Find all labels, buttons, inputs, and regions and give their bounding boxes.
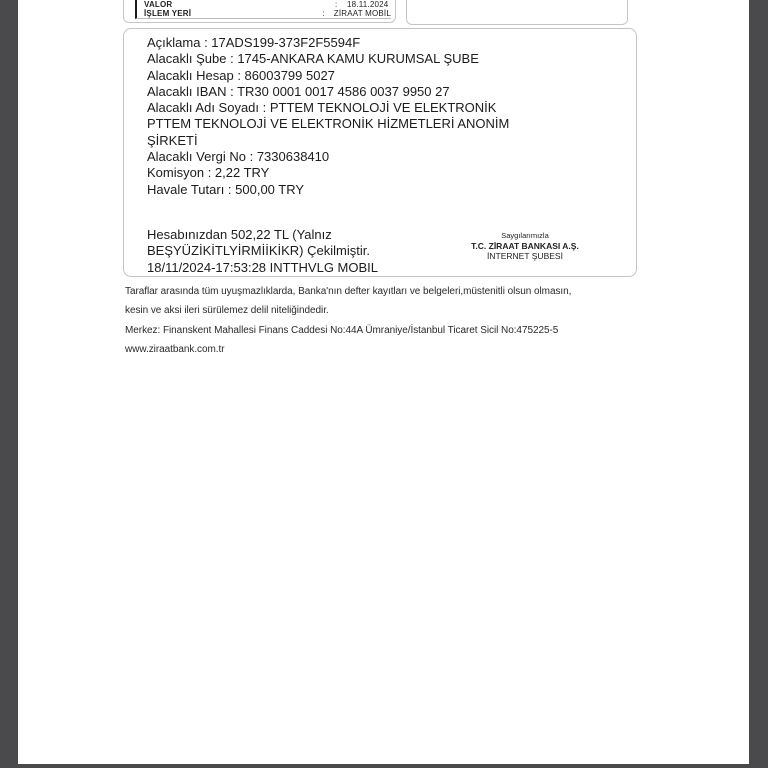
footer-disclaimer-line-1: Taraflar arasında tüm uyuşmazlıklarda, Banka'nın defter kayıtları ve belgeleri,müstenitli olsun olmasın, (125, 286, 572, 297)
detail-line-alacakli-sube: Alacaklı Şube : 1745-ANKARA KAMU KURUMSAL ŞUBE (147, 51, 479, 67)
transaction-info-table (135, 0, 391, 19)
withdrawal-line-timestamp: 18/11/2024-17:53:28 INTTHVLG MOBIL (147, 259, 378, 275)
valor-separator: : (335, 0, 338, 9)
receipt-detail-lines (124, 29, 636, 198)
transaction-info-box (123, 0, 396, 23)
viewer-frame-left (0, 0, 18, 768)
detail-line-vergi-no: Alacaklı Vergi No : 7330638410 (147, 149, 330, 165)
detail-line-alacakli-adi-wrap-1: PTTEM TEKNOLOJİ VE ELEKTRONİK HİZMETLERİ ANONİM (147, 116, 510, 132)
detail-line-havale-tutari: Havale Tutarı : 500,00 TRY (147, 181, 305, 197)
valor-label: VALOR (144, 0, 173, 9)
signature-branch: İNTERNET ŞUBESİ (487, 250, 563, 261)
signature-block (440, 231, 610, 261)
legal-footer (125, 282, 653, 359)
detail-line-alacakli-adi: Alacaklı Adı Soyadı : PTTEM TEKNOLOJİ VE ELEKTRONİK (147, 100, 497, 116)
table-row-islem-yeri (137, 9, 391, 18)
detail-line-komisyon: Komisyon : 2,22 TRY (147, 165, 270, 181)
islem-yeri-separator: : (322, 9, 325, 18)
viewer-frame-bottom (0, 764, 768, 768)
withdrawal-line-2: BEŞYÜZİKİTLYİRMİİKİKR) Çekilmiştir. (147, 243, 370, 259)
detail-line-aciklama: Açıklama : 17ADS199-373F2F5594F (147, 35, 361, 50)
islem-yeri-value: ZİRAAT MOBİL (333, 9, 391, 18)
footer-address-line: Merkez: Finanskent Mahallesi Finans Caddesi No:44A Ümraniye/İstanbul Ticaret Sicil No:475225-5 (125, 324, 559, 336)
detail-line-alacakli-adi-wrap-2: ŞİRKETİ (147, 132, 198, 148)
footer-website: www.ziraatbank.com.tr (125, 343, 225, 355)
detail-line-alacakli-iban: Alacaklı IBAN : TR30 0001 0017 4586 0037 9950 27 (147, 83, 450, 99)
footer-disclaimer-line-2: kesin ve aksi ileri sürülemez delil niteliğindedir. (125, 305, 329, 317)
signature-regards: Saygılarımızla (501, 231, 549, 240)
valor-value: 18.11.2024 (347, 0, 389, 9)
detail-line-alacakli-hesap: Alacaklı Hesap : 86003799 5027 (147, 67, 335, 83)
withdrawal-line-1: Hesabınızdan 502,22 TL (Yalnız (147, 227, 332, 242)
viewer-frame-right (749, 0, 768, 768)
stamp-box (406, 0, 628, 25)
receipt-details-box (123, 28, 637, 277)
islem-yeri-label: İŞLEM YERİ (144, 9, 192, 18)
signature-bank-name: T.C. ZİRAAT BANKASI A.Ş. (471, 240, 579, 251)
table-row-valor (137, 0, 391, 9)
